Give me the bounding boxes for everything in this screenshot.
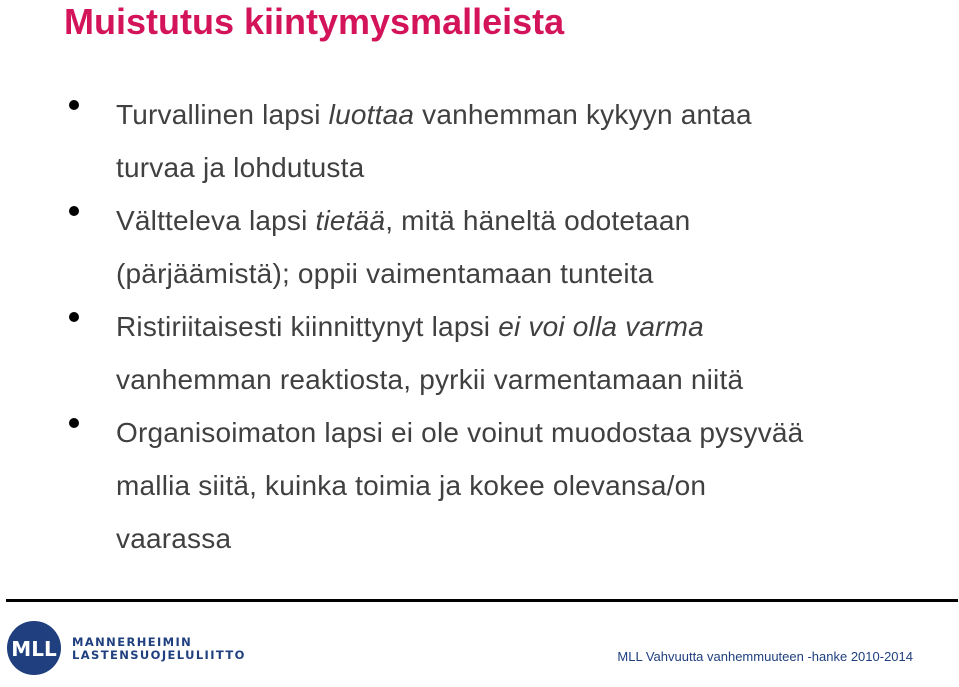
list-item bbox=[60, 300, 940, 406]
logo-line-2: LASTENSUOJELULIITTO bbox=[72, 648, 246, 662]
footer-divider bbox=[6, 599, 958, 602]
bullet-icon bbox=[69, 100, 79, 110]
bullet-text-line: Organisoimaton lapsi ei ole voinut muodostaa pysyvää bbox=[116, 417, 804, 448]
bullet-text-line: Vältteleva lapsi tietää, mitä häneltä odotetaan bbox=[116, 205, 691, 236]
bullet-text-line: Turvallinen lapsi luottaa vanhemman kykyyn antaa bbox=[116, 99, 752, 130]
bullet-list bbox=[60, 88, 940, 565]
mll-logo-wordmark bbox=[72, 636, 246, 662]
bullet-icon bbox=[69, 418, 79, 428]
bullet-icon bbox=[69, 206, 79, 216]
mll-logo-abbrev: MLL bbox=[11, 637, 57, 661]
mll-logo-icon bbox=[6, 620, 62, 676]
bullet-text-line: (pärjäämistä); oppii vaimentamaan tunteita bbox=[116, 258, 654, 289]
list-item bbox=[60, 406, 940, 565]
bullet-text-line: mallia siitä, kuinka toimia ja kokee olevansa/on bbox=[116, 470, 707, 501]
bullet-icon bbox=[69, 312, 79, 322]
footer-project-text: MLL Vahvuutta vanhemmuuteen -hanke 2010-2014 bbox=[617, 649, 913, 664]
bullet-text-line: Ristiriitaisesti kiinnittynyt lapsi ei voi olla varma bbox=[116, 311, 704, 342]
bullet-text-line: vanhemman reaktiosta, pyrkii varmentamaan niitä bbox=[116, 364, 744, 395]
bullet-text-line: turvaa ja lohdutusta bbox=[116, 152, 365, 183]
list-item bbox=[60, 194, 940, 300]
bullet-text-line: vaarassa bbox=[116, 523, 232, 554]
logo-line-1: MANNERHEIMIN bbox=[72, 635, 193, 649]
list-item bbox=[60, 88, 940, 194]
page-title: Muistutus kiintymysmalleista bbox=[64, 1, 565, 42]
